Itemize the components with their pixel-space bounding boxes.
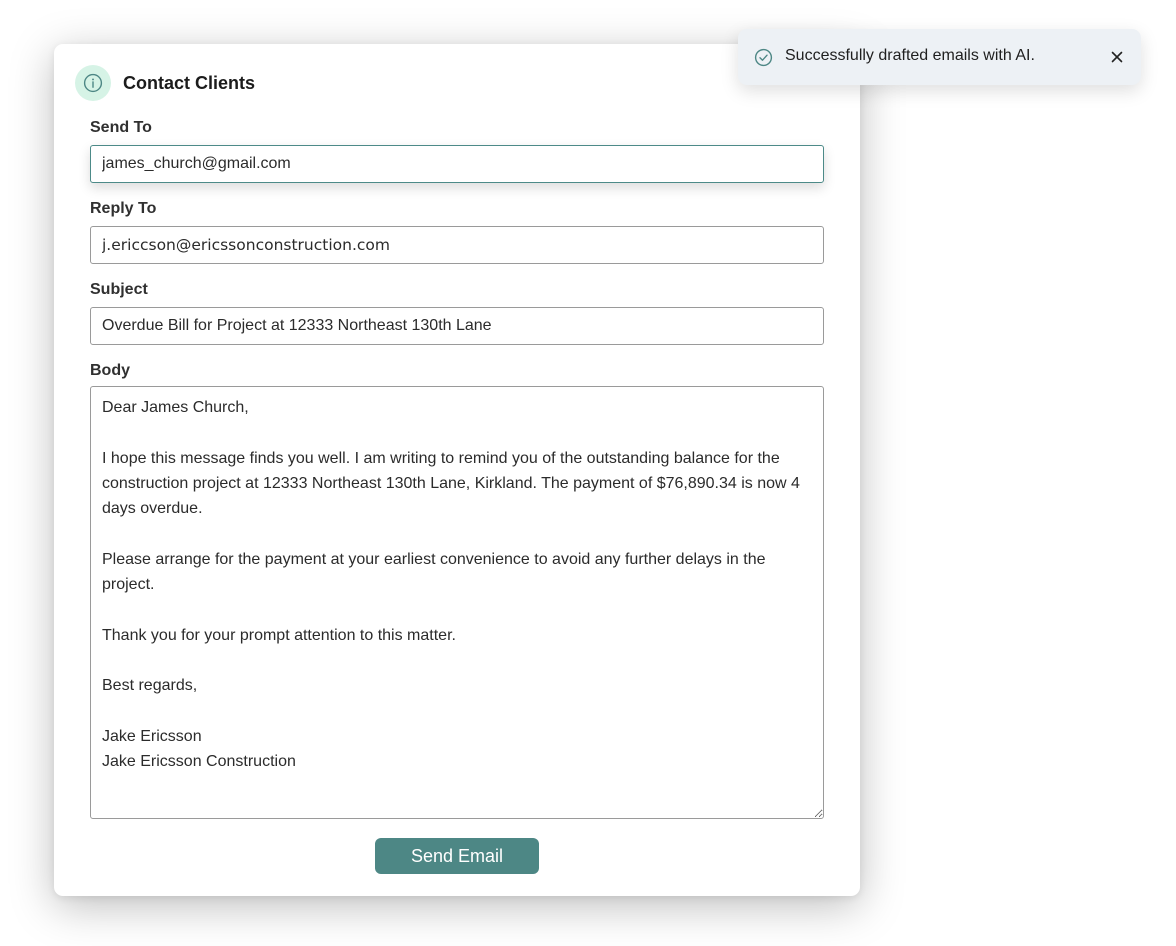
- close-icon[interactable]: [1108, 48, 1126, 66]
- subject-label: Subject: [90, 281, 148, 298]
- toast-message: Successfully drafted emails with AI.: [785, 47, 1035, 64]
- check-circle-icon: [754, 48, 773, 67]
- body-textarea[interactable]: [90, 386, 824, 819]
- info-icon: [75, 65, 111, 101]
- dialog-header: [75, 65, 255, 101]
- send-email-button[interactable]: Send Email: [375, 838, 539, 874]
- send-to-label: Send To: [90, 119, 152, 136]
- reply-to-label: Reply To: [90, 200, 157, 217]
- reply-to-input[interactable]: [90, 226, 824, 264]
- dialog-title: Contact Clients: [123, 72, 256, 93]
- success-toast: [738, 29, 1141, 85]
- subject-input[interactable]: [90, 307, 824, 345]
- contact-clients-dialog: [54, 44, 860, 896]
- body-label: Body: [90, 362, 130, 379]
- send-to-input[interactable]: [90, 145, 824, 183]
